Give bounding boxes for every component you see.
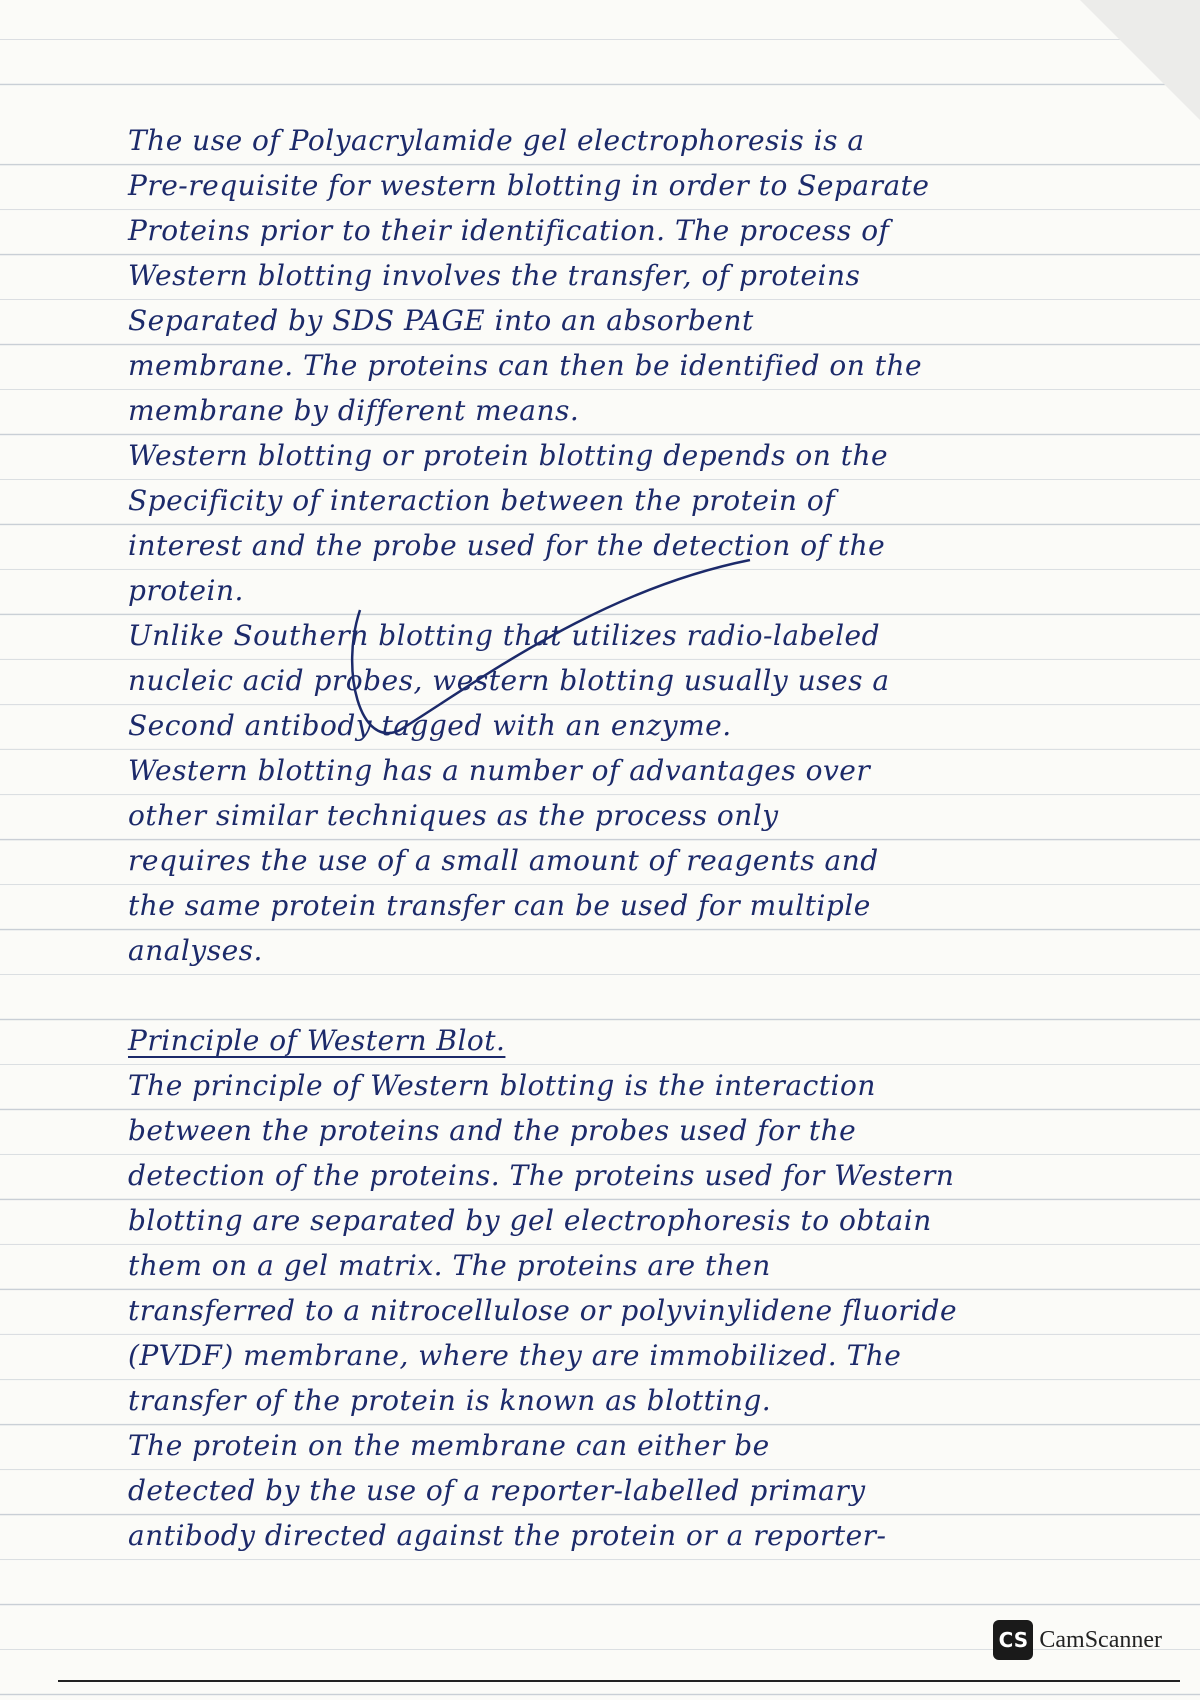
text-line: Western blotting or protein blotting depends on the xyxy=(128,439,889,472)
text-line: Proteins prior to their identification. The process of xyxy=(128,214,890,247)
section-heading: Principle of Western Blot. xyxy=(128,1024,506,1057)
blank-line xyxy=(128,973,1138,1018)
handwritten-notes xyxy=(128,118,1138,1558)
text-line: other similar techniques as the process only xyxy=(128,799,779,832)
folded-corner xyxy=(1080,0,1200,120)
text-line: Second antibody tagged with an enzyme. xyxy=(128,709,732,742)
text-line: the same protein transfer can be used for multiple xyxy=(128,889,871,922)
text-line: Specificity of interaction between the protein of xyxy=(128,484,836,517)
bottom-divider xyxy=(58,1680,1180,1682)
text-line: transferred to a nitrocellulose or polyvinylidene fluoride xyxy=(128,1294,958,1327)
text-line: Pre-requisite for western blotting in order to Separate xyxy=(128,169,930,202)
text-line: them on a gel matrix. The proteins are then xyxy=(128,1249,771,1282)
text-line: nucleic acid probes, western blotting usually uses a xyxy=(128,664,890,697)
text-line: protein. xyxy=(128,574,244,607)
text-line: The protein on the membrane can either be xyxy=(128,1429,770,1462)
text-line: antibody directed against the protein or a reporter- xyxy=(128,1519,887,1552)
text-line: Western blotting involves the transfer, of proteins xyxy=(128,259,861,292)
text-line: between the proteins and the probes used for the xyxy=(128,1114,857,1147)
text-line: detected by the use of a reporter-labelled primary xyxy=(128,1474,866,1507)
text-line: Separated by SDS PAGE into an absorbent xyxy=(128,304,754,337)
text-line: membrane by different means. xyxy=(128,394,580,427)
text-line: The principle of Western blotting is the interaction xyxy=(128,1069,876,1102)
text-line: Unlike Southern blotting that utilizes radio-labeled xyxy=(128,619,881,652)
camscanner-label: CamScanner xyxy=(1039,1626,1162,1653)
text-line: membrane. The proteins can then be identified on the xyxy=(128,349,923,382)
text-line: requires the use of a small amount of reagents and xyxy=(128,844,879,877)
text-line: detection of the proteins. The proteins used for Western xyxy=(128,1159,955,1192)
text-line: Western blotting has a number of advantages over xyxy=(128,754,871,787)
text-line: interest and the probe used for the detection of the xyxy=(128,529,886,562)
text-line: analyses. xyxy=(128,934,263,967)
text-line: (PVDF) membrane, where they are immobilized. The xyxy=(128,1339,902,1372)
text-line: The use of Polyacrylamide gel electrophoresis is a xyxy=(128,124,865,157)
camscanner-logo: CS xyxy=(993,1620,1033,1660)
text-line: transfer of the protein is known as blotting. xyxy=(128,1384,772,1417)
text-line: blotting are separated by gel electrophoresis to obtain xyxy=(128,1204,932,1237)
camscanner-watermark xyxy=(993,1620,1162,1660)
